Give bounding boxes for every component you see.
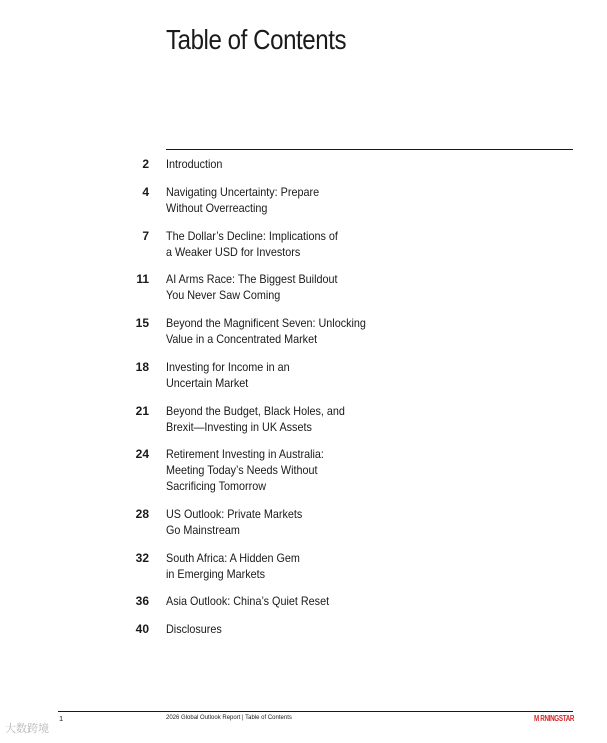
- toc-entry-title: [166, 315, 400, 347]
- toc-page-number: 15: [135, 316, 149, 330]
- toc-title-line: Meeting Today’s Needs Without: [166, 463, 318, 477]
- toc-title-line: Value in a Concentrated Market: [166, 332, 318, 346]
- toc-title-line: Asia Outlook: China’s Quiet Reset: [166, 594, 330, 608]
- toc-title-line: Introduction: [166, 157, 223, 171]
- toc-page-number: 11: [136, 272, 149, 286]
- toc-entry-title: [166, 550, 400, 582]
- toc-entry-title: [166, 156, 400, 172]
- toc-title-line: US Outlook: Private Markets: [166, 507, 303, 521]
- toc-entry-title: [166, 506, 400, 538]
- toc-entry-title: [166, 228, 400, 260]
- toc-title-line: South Africa: A Hidden Gem: [166, 551, 300, 565]
- toc-title-line: Retirement Investing in Australia:: [166, 447, 324, 461]
- toc-title-line: Investing for Income in an: [166, 360, 290, 374]
- toc-title-line: The Dollar’s Decline: Implications of: [166, 229, 338, 243]
- toc-title-line: a Weaker USD for Investors: [166, 245, 301, 259]
- morningstar-logo: M RNINGSTAR: [534, 714, 575, 723]
- toc-entry-title: [166, 403, 400, 435]
- toc-title-line: Go Mainstream: [166, 523, 240, 537]
- toc-page-number: 4: [142, 185, 149, 199]
- toc-page-number: 32: [135, 551, 149, 565]
- footer-rule: [58, 711, 573, 712]
- toc-top-rule: [166, 149, 573, 150]
- toc-entry-title: [166, 271, 400, 303]
- toc-page-number: 21: [135, 404, 149, 418]
- toc-page-number: 24: [135, 447, 149, 461]
- toc-entry-title: [166, 593, 400, 609]
- toc-entry-title: [166, 359, 400, 391]
- watermark: 大数跨境: [5, 723, 49, 735]
- toc-title-line: Uncertain Market: [166, 376, 249, 390]
- toc-title-line: Sacrificing Tomorrow: [166, 479, 267, 493]
- footer-page-number: 1: [59, 714, 64, 723]
- toc-title-line: Navigating Uncertainty: Prepare: [166, 185, 320, 199]
- toc-title-line: AI Arms Race: The Biggest Buildout: [166, 272, 338, 286]
- toc-title-line: in Emerging Markets: [166, 567, 266, 581]
- toc-title-line: Beyond the Budget, Black Holes, and: [166, 404, 345, 418]
- toc-page-number: 18: [135, 360, 149, 374]
- toc-entry-title: [166, 446, 400, 494]
- toc-entry-title: [166, 621, 400, 637]
- toc-title-line: Brexit—Investing in UK Assets: [166, 420, 312, 434]
- toc-title-line: You Never Saw Coming: [166, 288, 281, 302]
- toc-entry-title: [166, 184, 400, 216]
- toc-page-number: 40: [135, 622, 149, 636]
- toc-page-number: 28: [135, 507, 149, 521]
- toc-page-number: 2: [142, 157, 149, 171]
- toc-title-line: Beyond the Magnificent Seven: Unlocking: [166, 316, 366, 330]
- toc-page-number: 7: [142, 229, 149, 243]
- toc-page-number: 36: [135, 594, 149, 608]
- toc-title-line: Disclosures: [166, 622, 222, 636]
- footer-report-title: 2026 Global Outlook Report | Table of Contents: [166, 715, 292, 721]
- page-title: Table of Contents: [166, 24, 347, 55]
- toc-title-line: Without Overreacting: [166, 201, 268, 215]
